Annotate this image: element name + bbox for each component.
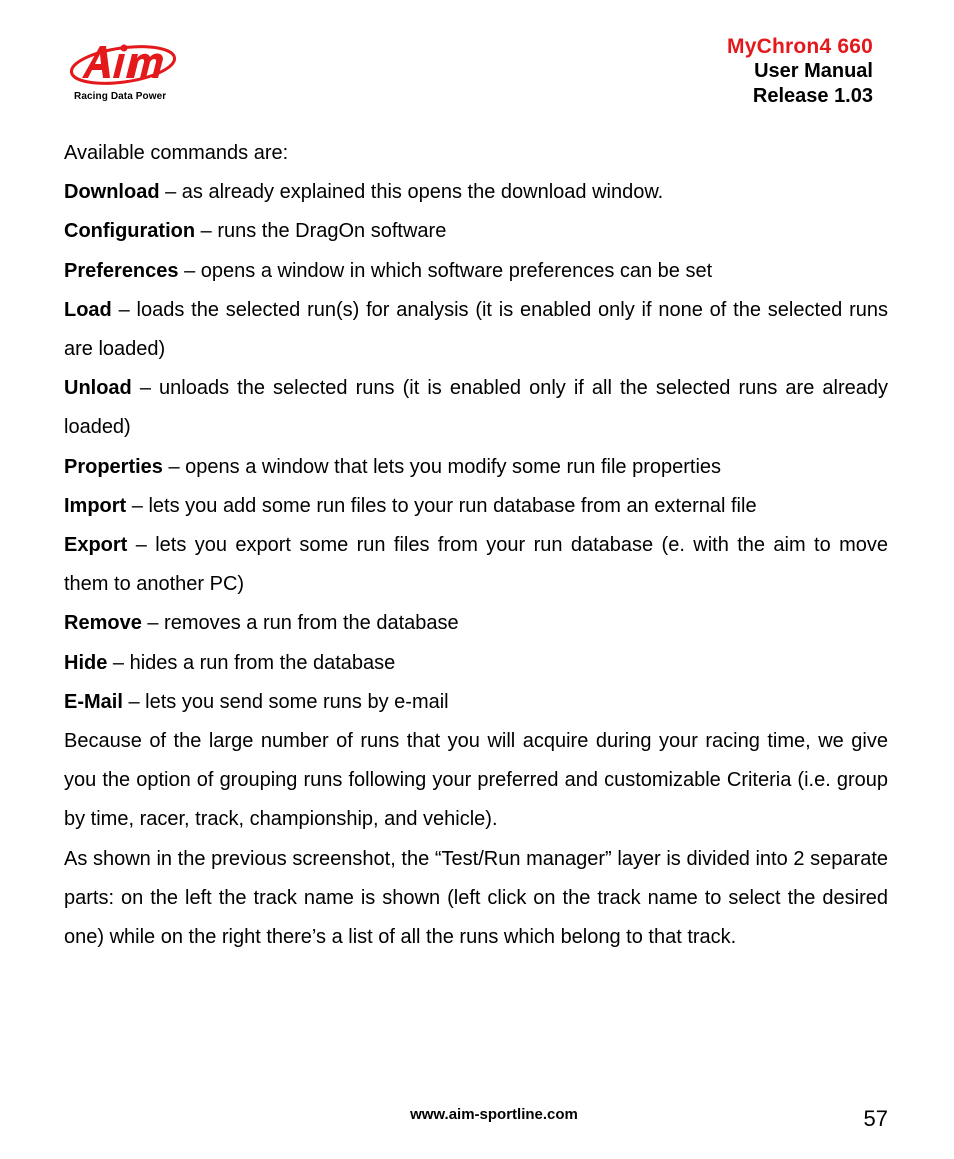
command-email [64,683,888,722]
page-body [64,134,888,957]
command-properties [64,448,888,487]
release-version: Release 1.03 [752,85,873,107]
footer-url: www.aim-sportline.com [410,1106,578,1123]
command-term: Export [64,534,128,557]
command-term: Load [64,298,112,321]
paragraph-grouping: Because of the large number of runs that you will acquire during your racing time, we give you the option of grouping runs following your preferred and customizable Criteria (i.e. group by time, racer, track, championship, and vehicle). [64,730,888,831]
command-description: – lets you add some run files to your run database from an external file [126,494,757,517]
command-description: – loads the selected run(s) for analysis (it is enabled only if none of the selected runs are loaded) [64,298,888,361]
intro-text: Available commands are: [64,142,289,164]
command-term: Preferences [64,259,179,282]
aim-logo-mark [66,40,182,88]
command-configuration [64,212,888,251]
command-download [64,173,888,212]
paragraph-layout: As shown in the previous screenshot, the “Test/Run manager” layer is divided into 2 separate parts: on the left the track name is shown (left click on the track name to select the desired one) while on the right there’s a list of all the runs which belong to that track. [64,847,888,949]
document-header [727,34,873,109]
command-term: Unload [64,377,132,400]
command-term: E-Mail [64,690,123,713]
command-term: Properties [64,455,163,478]
command-description: – runs the DragOn software [195,220,447,243]
command-description: – lets you send some runs by e-mail [122,690,449,713]
command-unload [64,369,888,447]
command-term: Hide [64,651,108,674]
command-remove [64,604,888,643]
command-description: – as already explained this opens the download window. [159,181,664,204]
command-term: Configuration [64,220,196,243]
command-term: Download [64,181,160,204]
document-title: User Manual [754,60,873,82]
command-description: – hides a run from the database [107,651,396,674]
command-load [64,291,888,369]
aim-logo [66,40,182,106]
command-export [64,526,888,604]
command-description: – removes a run from the database [141,612,459,635]
logo-tagline: Racing Data Power [74,91,167,102]
command-term: Import [64,494,127,517]
command-description: – lets you export some run files from your run database (e. with the aim to move them to another PC) [64,534,888,596]
command-term: Remove [64,612,142,635]
command-hide [64,644,888,683]
command-description: – opens a window that lets you modify some run file properties [162,455,722,478]
product-title: MyChron4 660 [727,35,873,58]
page-number: 57 [863,1106,888,1131]
command-description: – opens a window in which software preferences can be set [178,259,713,282]
command-import [64,487,888,526]
command-description: – unloads the selected runs (it is enabled only if all the selected runs are already loaded) [64,377,888,439]
command-preferences [64,252,888,291]
